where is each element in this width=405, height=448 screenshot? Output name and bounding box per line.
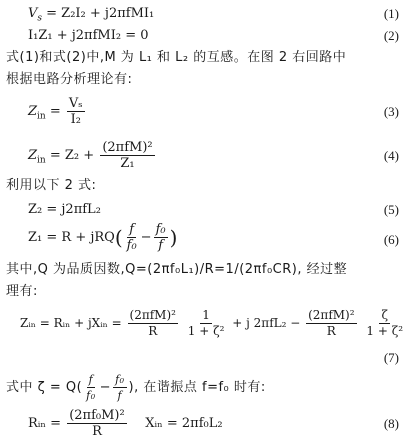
fraction: $\frac{\text{(2πf₀M)²}}{R}$ — [69, 408, 125, 439]
equation-8-number: (8) — [383, 416, 399, 431]
equation-6-number: (6) — [383, 232, 399, 247]
fraction: $\frac{\text{f₀}}{f}$ — [155, 222, 166, 253]
equation-7: Zᵢₙ = Rᵢₙ + jXᵢₙ = $\frac{\text{(2πfM)²}}{R}$ $\frac{1}{\text{1 + ζ²}}$ + j 2πfL₂ − $\frac{\text{(2πfM)²}}{R}$ $\frac{\zeta}{\text{1 + ζ²}}$ — [20, 308, 404, 338]
equation-6: Z₁ = R + jRQ( $\frac{f}{\text{f₀}}$ − $\frac{\text{f₀}}{f}$ ) — [28, 222, 178, 253]
equation-3-number: (3) — [383, 104, 399, 119]
equation-5: Z₂ = j2πfL₂ — [28, 202, 101, 217]
equation-2-number: (2) — [383, 28, 399, 43]
equation-4-number: (4) — [383, 148, 399, 163]
fraction: $\frac{1}{\text{1 + ζ²}}$ — [187, 308, 225, 338]
equation-1: $V_s = Z_2I_2 + j2\pi fMI_1$ — [28, 6, 155, 24]
fraction: $\frac{\text{f₀}}{f}$ — [115, 373, 125, 402]
paragraph-line-3: 利用以下 2 式: — [6, 178, 97, 193]
fraction: $\frac{\text{Vₛ}}{\text{I₂}}$ — [68, 96, 83, 127]
paragraph-line-4: 其中,Q 为品质因数,Q=(2πf₀L₁)/R=1/(2πf₀CR), 经过整 — [6, 262, 348, 277]
equation-2: I₁Z₁ + j2πfMI₂ = 0 — [28, 28, 149, 43]
paragraph-line-6: 式中 ζ = Q( $\frac{f}{\text{f₀}}$ − $\frac{\text{f₀}}{f}$ ), 在谐振点 f=f₀ 时有: — [6, 373, 266, 402]
equation-5-number: (5) — [383, 202, 399, 217]
equation-7-number: (7) — [383, 350, 399, 365]
equation-4: $Z_{in} = Z_2$ + $\frac{\text{(2πfM)²}}{\text{Z₁}}$ — [28, 140, 153, 171]
paragraph-line-2: 根据电路分析理论有: — [6, 72, 133, 87]
fraction: $\frac{\text{(2πfM)²}}{R}$ — [308, 308, 355, 338]
paragraph-line-1: 式(1)和式(2)中,M 为 L₁ 和 L₂ 的互感。在图 2 右回路中 — [6, 50, 347, 65]
fraction: $\frac{\zeta}{\text{1 + ζ²}}$ — [366, 308, 404, 338]
fraction: $\frac{\text{(2πfM)²}}{R}$ — [129, 308, 176, 338]
equation-8: Rᵢₙ = $\frac{\text{(2πf₀M)²}}{R}$ Xᵢₙ = 2πf₀L₂ — [28, 408, 223, 439]
equation-1-number: (1) — [383, 6, 399, 21]
fraction: $\frac{f}{\text{f₀}}$ — [126, 222, 137, 253]
paragraph-line-5: 理有: — [6, 284, 38, 299]
fraction: $\frac{\text{(2πfM)²}}{\text{Z₁}}$ — [102, 140, 153, 171]
equation-3: $Z_{in}$ = $\frac{\text{Vₛ}}{\text{I₂}}$ — [28, 96, 83, 127]
fraction: $\frac{f}{\text{f₀}}$ — [86, 373, 96, 402]
